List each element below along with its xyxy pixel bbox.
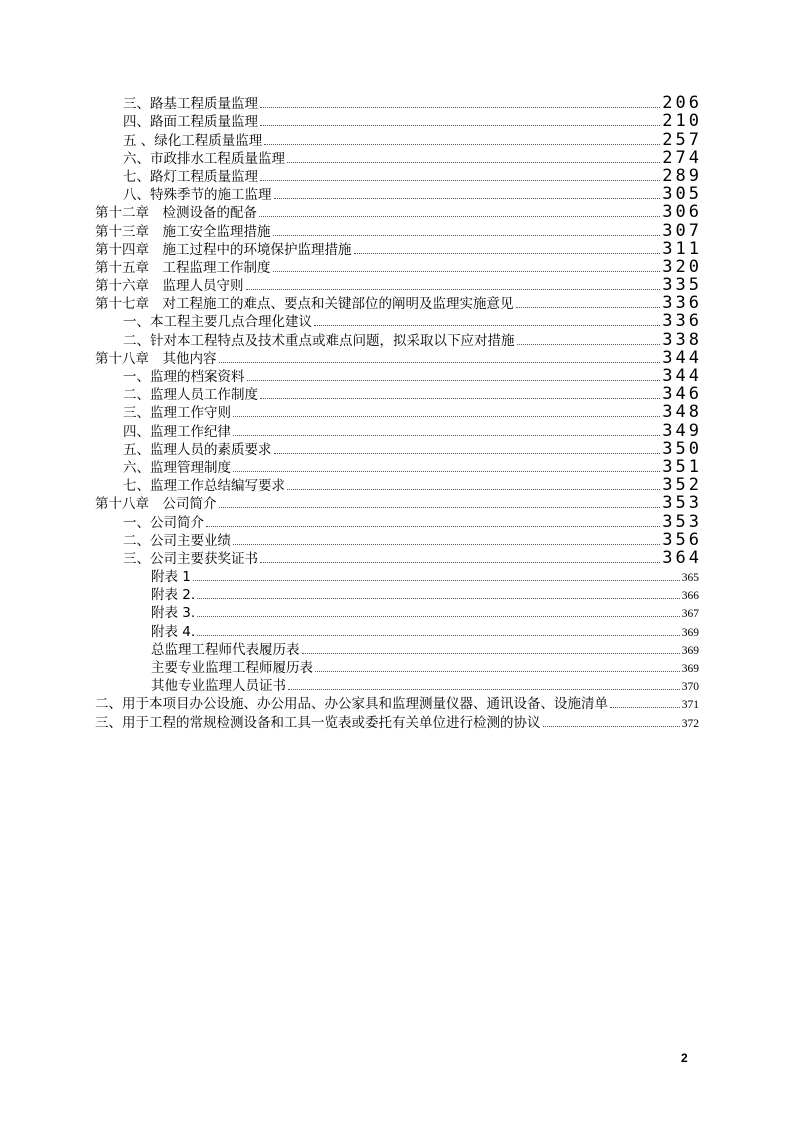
toc-entry xyxy=(95,311,702,332)
toc-entry-page: 371 xyxy=(681,699,699,712)
toc-entry xyxy=(95,585,699,603)
toc-entry-title: 第十六章 监理人员守则 xyxy=(95,278,244,295)
toc-entry xyxy=(95,676,699,694)
toc-entry-title: 六、监理管理制度 xyxy=(123,459,231,476)
toc-entry xyxy=(95,111,702,132)
toc-entry-page: 336 xyxy=(662,311,702,332)
toc-entry-page: 348 xyxy=(662,402,702,423)
toc-entry xyxy=(95,712,699,730)
toc-entry xyxy=(95,511,702,532)
toc-entry-page: 349 xyxy=(662,420,702,441)
toc-entry-page: 338 xyxy=(662,329,702,350)
dot-leader xyxy=(314,324,660,326)
toc-entry-title: 三、监理工作守则 xyxy=(123,405,231,422)
toc-entry-title: 第十二章 检测设备的配备 xyxy=(95,205,257,222)
toc-entry-page: 353 xyxy=(662,493,702,514)
toc-entry xyxy=(95,438,702,459)
toc-entry-page: 344 xyxy=(662,366,702,386)
toc-entry-title: 五 、绿化工程质量监理 xyxy=(123,132,263,149)
toc-entry-page: 306 xyxy=(662,202,702,223)
dot-leader xyxy=(219,361,661,363)
toc-entry xyxy=(95,420,702,441)
toc-entry xyxy=(95,147,702,168)
toc-entry-page: 369 xyxy=(681,644,699,657)
toc-entry-title: 一、监理的档案资料 xyxy=(123,369,245,385)
toc-entry xyxy=(95,603,699,621)
toc-entry xyxy=(95,621,699,639)
dot-leader xyxy=(354,252,661,254)
dot-leader xyxy=(233,470,660,472)
toc-entry xyxy=(95,220,702,241)
toc-entry-page: 364 xyxy=(662,547,702,568)
dot-leader xyxy=(517,343,661,345)
toc-entry-page: 257 xyxy=(662,129,702,150)
dot-leader xyxy=(287,161,660,163)
dot-leader xyxy=(260,561,660,563)
toc-entry-title: 三、用于工程的常规检测设备和工具一览表或委托有关单位进行检测的协议 xyxy=(95,714,541,731)
toc-entry xyxy=(95,658,699,676)
toc-entry-page: 365 xyxy=(681,572,699,585)
toc-entry xyxy=(95,184,702,205)
dot-leader xyxy=(246,288,661,290)
dot-leader xyxy=(260,106,660,108)
toc-entry xyxy=(95,384,702,405)
toc-entry-title: 附表 4. xyxy=(151,623,196,640)
toc-entry xyxy=(95,493,702,514)
toc-entry-title: 第十三章 施工安全监理措施 xyxy=(95,223,271,240)
toc-entry xyxy=(95,293,702,314)
toc-entry-title: 第十七章 对工程施工的难点、要点和关键部位的阐明及监理实施意见 xyxy=(95,296,514,313)
dot-leader xyxy=(197,615,680,617)
toc-entry-page: 305 xyxy=(662,184,702,205)
toc-entry-page: 307 xyxy=(662,220,702,241)
toc-entry-title: 总监理工程师代表履历表 xyxy=(151,641,300,658)
dot-leader xyxy=(206,525,660,527)
dot-leader xyxy=(260,179,660,181)
toc-entry xyxy=(95,456,702,477)
toc-entry-page: 320 xyxy=(662,256,702,277)
toc-entry-page: 311 xyxy=(662,238,702,259)
toc-entry-title: 四、路面工程质量监理 xyxy=(123,114,258,131)
dot-leader xyxy=(233,415,660,417)
toc-entry xyxy=(95,694,699,712)
toc-entry-title: 六、市政排水工程质量监理 xyxy=(123,150,285,167)
toc-entry-title: 三、公司主要获奖证书 xyxy=(123,550,258,567)
toc-entry xyxy=(95,567,699,585)
dot-leader xyxy=(193,579,680,581)
dot-leader xyxy=(197,634,680,636)
dot-leader xyxy=(287,488,660,490)
toc-entry-title: 第十八章 其他内容 xyxy=(95,350,217,367)
table-of-contents xyxy=(95,93,702,731)
toc-entry-title: 附表 2. xyxy=(151,587,196,604)
toc-entry-page: 372 xyxy=(681,717,699,730)
dot-leader xyxy=(264,143,660,145)
toc-entry-title: 二、针对本工程特点及技术重点或难点问题，拟采取以下应对措施 xyxy=(123,332,515,349)
toc-entry-title: 第十四章 施工过程中的环境保护监理措施 xyxy=(95,241,352,258)
dot-leader xyxy=(233,543,660,545)
toc-entry-title: 三、路基工程质量监理 xyxy=(123,96,258,113)
dot-leader xyxy=(610,706,680,708)
dot-leader xyxy=(233,434,660,436)
dot-leader xyxy=(247,379,661,381)
toc-entry-page: 274 xyxy=(662,147,702,168)
toc-entry-title: 附表 3. xyxy=(151,605,196,622)
toc-entry xyxy=(95,475,702,496)
toc-entry-title: 第十八章 公司简介 xyxy=(95,496,217,513)
dot-leader xyxy=(260,124,660,126)
toc-entry-title: 一、本工程主要几点合理化建议 xyxy=(123,314,312,331)
toc-entry xyxy=(95,347,702,368)
toc-entry xyxy=(95,640,699,658)
toc-entry-title: 主要专业监理工程师履历表 xyxy=(151,660,313,676)
dot-leader xyxy=(259,215,660,217)
dot-leader xyxy=(219,506,661,508)
toc-entry-title: 第十五章 工程监理工作制度 xyxy=(95,259,271,276)
toc-entry-title: 附表 1 xyxy=(151,569,191,586)
toc-entry-title: 二、监理人员工作制度 xyxy=(123,387,258,404)
toc-entry xyxy=(95,366,702,386)
toc-entry-page: 370 xyxy=(681,681,699,694)
toc-entry xyxy=(95,93,702,114)
toc-entry-title: 七、路灯工程质量监理 xyxy=(123,168,258,185)
toc-entry-page: 369 xyxy=(681,663,699,675)
toc-entry-title: 二、公司主要业绩 xyxy=(123,532,231,549)
dot-leader xyxy=(197,597,680,599)
toc-entry xyxy=(95,329,702,350)
toc-entry-page: 336 xyxy=(662,293,702,314)
toc-entry xyxy=(95,529,702,550)
toc-entry-page: 206 xyxy=(662,93,702,114)
toc-entry-page: 210 xyxy=(662,111,702,132)
toc-entry xyxy=(95,165,702,186)
toc-entry-page: 352 xyxy=(662,475,702,496)
toc-entry-title: 八、特殊季节的施工监理 xyxy=(123,187,272,204)
toc-entry-page: 289 xyxy=(662,165,702,186)
toc-entry-title: 七、监理工作总结编写要求 xyxy=(123,478,285,495)
toc-entry-page: 344 xyxy=(662,347,702,368)
dot-leader xyxy=(288,688,680,690)
toc-entry xyxy=(95,547,702,568)
dot-leader xyxy=(315,670,680,672)
dot-leader xyxy=(274,452,661,454)
dot-leader xyxy=(260,397,660,399)
toc-entry xyxy=(95,238,702,259)
dot-leader xyxy=(273,270,661,272)
toc-entry-page: 356 xyxy=(662,529,702,550)
toc-entry-title: 二、用于本项目办公设施、办公用品、办公家具和监理测量仪器、通讯设备、设施清单 xyxy=(95,696,608,713)
toc-entry-title: 四、监理工作纪律 xyxy=(123,423,231,440)
toc-entry-title: 一、公司简介 xyxy=(123,514,204,531)
toc-entry xyxy=(95,129,702,150)
toc-entry xyxy=(95,402,702,423)
toc-entry-title: 五、监理人员的素质要求 xyxy=(123,441,272,458)
page-number: 2 xyxy=(681,1051,688,1065)
toc-entry-page: 367 xyxy=(681,608,699,621)
toc-entry-page: 366 xyxy=(681,590,699,603)
toc-entry xyxy=(95,275,702,296)
toc-entry-page: 346 xyxy=(662,384,702,405)
toc-entry-page: 351 xyxy=(662,456,702,477)
dot-leader xyxy=(274,197,661,199)
toc-entry-title: 其他专业监理人员证书 xyxy=(151,678,286,695)
toc-entry xyxy=(95,202,702,223)
dot-leader xyxy=(516,306,661,308)
dot-leader xyxy=(302,652,680,654)
dot-leader xyxy=(543,725,680,727)
toc-entry-page: 350 xyxy=(662,438,702,459)
dot-leader xyxy=(273,234,661,236)
toc-entry-page: 369 xyxy=(681,626,699,639)
toc-entry-page: 335 xyxy=(662,275,702,296)
toc-entry xyxy=(95,256,702,277)
toc-entry-page: 353 xyxy=(662,511,702,532)
